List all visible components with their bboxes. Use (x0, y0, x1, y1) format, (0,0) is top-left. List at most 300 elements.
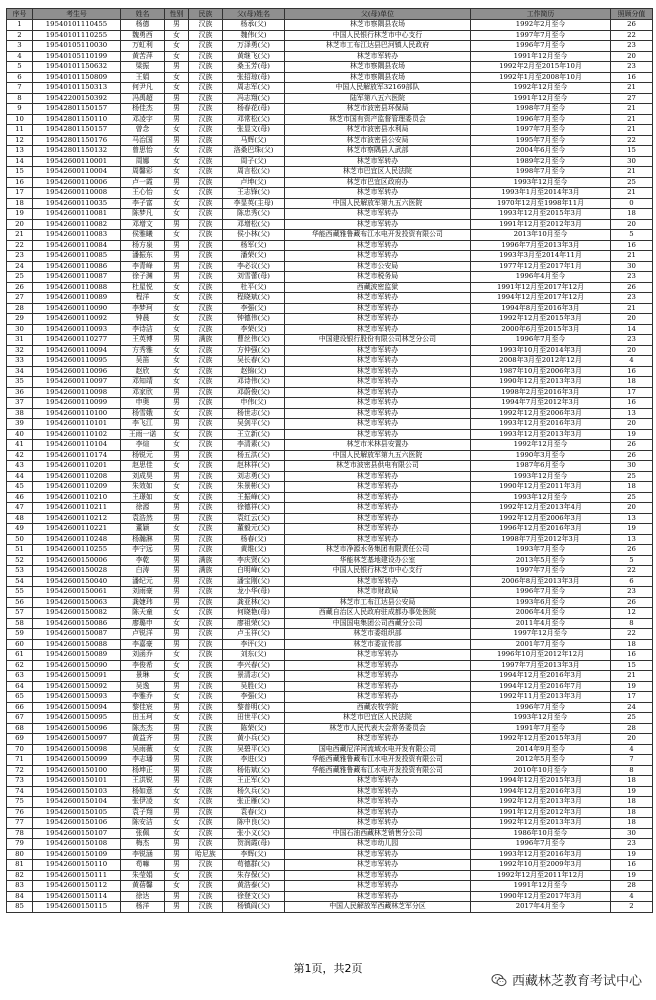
cell-parent-employer: 林芝市人民代表大会常务委员会 (285, 723, 471, 734)
cell-name: 刘函乔 (121, 650, 165, 661)
cell-bonus-score: 20 (611, 419, 653, 430)
cell-parent-name: 黄继飞(父) (223, 51, 285, 62)
cell-exam-id: 19542600110008 (33, 188, 121, 199)
cell-gender: 女 (165, 324, 189, 335)
cell-ethnicity: 汉族 (189, 660, 223, 671)
cell-exam-id: 19542600150104 (33, 797, 121, 808)
cell-index: 64 (7, 681, 33, 692)
cell-ethnicity: 汉族 (189, 828, 223, 839)
cell-ethnicity: 汉族 (189, 345, 223, 356)
cell-work-history: 1996年12月至2016年3月 (471, 524, 611, 535)
cell-gender: 男 (165, 765, 189, 776)
cell-exam-id: 19542600150103 (33, 786, 121, 797)
cell-parent-employer: 林芝市军转办 (285, 324, 471, 335)
cell-work-history: 2008年3月至2012年12月 (471, 356, 611, 367)
cell-name: 申奥 (121, 398, 165, 409)
cell-parent-name: 吴胜(父) (223, 681, 285, 692)
cell-parent-employer: 林芝市军转办 (285, 209, 471, 220)
cell-bonus-score: 26 (611, 450, 653, 461)
cell-work-history: 1991年7月至今 (471, 723, 611, 734)
header-exam-id: 考生号 (33, 9, 121, 20)
cell-parent-name: 赵林祥(父) (223, 461, 285, 472)
cell-index: 20 (7, 219, 33, 230)
cell-exam-id: 19542600110006 (33, 177, 121, 188)
cell-bonus-score: 7 (611, 755, 653, 766)
cell-work-history: 2013年10月至今 (471, 230, 611, 241)
cell-parent-name: 杨军(父) (223, 240, 285, 251)
cell-bonus-score: 16 (611, 366, 653, 377)
cell-exam-id: 19542600110098 (33, 387, 121, 398)
cell-gender: 女 (165, 618, 189, 629)
cell-gender: 男 (165, 534, 189, 545)
cell-work-history: 1993年12月至2016年3月 (471, 419, 611, 430)
cell-bonus-score: 16 (611, 398, 653, 409)
cell-work-history: 1987年6月至今 (471, 461, 611, 472)
cell-name: 邓家欣 (121, 387, 165, 398)
cell-name: 陈杰杰 (121, 723, 165, 734)
cell-index: 7 (7, 83, 33, 94)
cell-index: 67 (7, 713, 33, 724)
cell-gender: 男 (165, 639, 189, 650)
header-gender: 性别 (165, 9, 189, 20)
cell-parent-name: 龚亚林(父) (223, 597, 285, 608)
watermark (491, 970, 642, 989)
cell-work-history: 1992年11月至2013年3月 (471, 692, 611, 703)
cell-parent-name: 卢玉祥(父) (223, 629, 285, 640)
cell-work-history: 1992年12月至2013年3月 (471, 818, 611, 829)
cell-exam-id: 19542600110004 (33, 167, 121, 178)
cell-index: 84 (7, 891, 33, 902)
cell-parent-name: 杨镇阎(父) (223, 902, 285, 913)
cell-parent-employer: 国电西藏尼洋河流域水电开发有限公司 (285, 744, 471, 755)
cell-work-history: 2001年7月至今 (471, 639, 611, 650)
cell-bonus-score: 26 (611, 282, 653, 293)
cell-name: 李青峰 (121, 261, 165, 272)
cell-bonus-score: 15 (611, 146, 653, 157)
cell-parent-name: 杨承(父) (223, 20, 285, 31)
cell-gender: 男 (165, 545, 189, 556)
cell-parent-employer: 林芝市军转办 (285, 219, 471, 230)
cell-parent-employer: 林芝市委组织部 (285, 629, 471, 640)
cell-index: 48 (7, 513, 33, 524)
cell-gender: 男 (165, 62, 189, 73)
cell-exam-id: 19542600150088 (33, 639, 121, 650)
cell-ethnicity: 汉族 (189, 72, 223, 83)
table-row (7, 303, 653, 314)
cell-ethnicity: 汉族 (189, 450, 223, 461)
cell-ethnicity: 汉族 (189, 30, 223, 41)
cell-parent-employer: 林芝市军转办 (285, 293, 471, 304)
cell-gender: 女 (165, 72, 189, 83)
cell-parent-name: 万泽勇(父) (223, 41, 285, 52)
cell-ethnicity: 汉族 (189, 629, 223, 640)
cell-name: 杨坤正 (121, 765, 165, 776)
cell-gender: 男 (165, 555, 189, 566)
cell-parent-employer: 林芝市军转办 (285, 482, 471, 493)
cell-work-history: 1990年12月至2011年3月 (471, 482, 611, 493)
cell-index: 22 (7, 240, 33, 251)
cell-name: 黄蓓馨 (121, 881, 165, 892)
cell-ethnicity: 汉族 (189, 797, 223, 808)
cell-index: 83 (7, 881, 33, 892)
cell-ethnicity: 汉族 (189, 377, 223, 388)
cell-name: 邓凌宇 (121, 114, 165, 125)
cell-parent-employer: 林芝市军转办 (285, 314, 471, 325)
cell-work-history: 1992年12月至今 (471, 83, 611, 94)
cell-name: 杨瀚淋 (121, 534, 165, 545)
cell-bonus-score: 18 (611, 807, 653, 818)
table-row (7, 818, 653, 829)
cell-name: 张伊凌 (121, 797, 165, 808)
cell-bonus-score: 19 (611, 429, 653, 440)
cell-exam-id: 19542600150063 (33, 597, 121, 608)
cell-gender: 女 (165, 345, 189, 356)
cell-bonus-score: 27 (611, 93, 653, 104)
cell-parent-name: 李庆贤(父) (223, 555, 285, 566)
cell-work-history: 1996年10月至2012年12月 (471, 650, 611, 661)
cell-exam-id: 19542600110248 (33, 534, 121, 545)
cell-work-history: 1991年12月至今 (471, 93, 611, 104)
table-row (7, 104, 653, 115)
cell-ethnicity: 汉族 (189, 167, 223, 178)
cell-parent-name: 程晓斌(父) (223, 293, 285, 304)
cell-bonus-score: 20 (611, 503, 653, 514)
cell-bonus-score: 18 (611, 818, 653, 829)
cell-parent-name: 景清志(父) (223, 671, 285, 682)
cell-name: 王洪锐 (121, 776, 165, 787)
cell-parent-name: 周志军(父) (223, 83, 285, 94)
cell-exam-id: 19542600150092 (33, 681, 121, 692)
cell-index: 30 (7, 324, 33, 335)
cell-work-history: 1996年7月至今 (471, 41, 611, 52)
cell-name: 董颖 (121, 524, 165, 535)
cell-work-history: 1994年12月至2015年3月 (471, 776, 611, 787)
cell-parent-name: 龙小华(母) (223, 587, 285, 598)
table-row (7, 482, 653, 493)
cell-exam-id: 19542600150111 (33, 870, 121, 881)
cell-exam-id: 19542600110096 (33, 366, 121, 377)
cell-parent-employer: 林芝市军转办 (285, 345, 471, 356)
cell-ethnicity: 汉族 (189, 83, 223, 94)
cell-exam-id: 19540101150632 (33, 62, 121, 73)
cell-bonus-score: 13 (611, 408, 653, 419)
cell-parent-name: 黄浩泰(父) (223, 881, 285, 892)
cell-work-history: 1990年12月至2013年3月 (471, 377, 611, 388)
cell-bonus-score: 21 (611, 104, 653, 115)
cell-parent-name: 苟德群(父) (223, 860, 285, 871)
cell-index: 80 (7, 849, 33, 860)
cell-gender: 女 (165, 303, 189, 314)
cell-bonus-score: 23 (611, 587, 653, 598)
cell-name: 白涛 (121, 566, 165, 577)
cell-work-history: 1998年7月至今 (471, 104, 611, 115)
table-row (7, 891, 653, 902)
cell-work-history: 1986年10月至今 (471, 828, 611, 839)
cell-exam-id: 19542600110087 (33, 272, 121, 283)
cell-parent-name: 杨久兵(父) (223, 786, 285, 797)
cell-work-history: 1993年12月至2016年3月 (471, 849, 611, 860)
table-row (7, 671, 653, 682)
cell-index: 14 (7, 156, 33, 167)
cell-parent-name: 黄小兵(父) (223, 734, 285, 745)
table-row (7, 230, 653, 241)
cell-exam-id: 19542600150089 (33, 650, 121, 661)
cell-bonus-score: 22 (611, 135, 653, 146)
cell-bonus-score: 28 (611, 723, 653, 734)
cell-ethnicity: 汉族 (189, 492, 223, 503)
cell-exam-id: 19542600110092 (33, 314, 121, 325)
cell-parent-name: 邓常松(父) (223, 114, 285, 125)
cell-parent-employer: 中国建设银行股份有限公司林芝分公司 (285, 335, 471, 346)
table-row (7, 650, 653, 661)
table-row (7, 744, 653, 755)
cell-bonus-score: 26 (611, 597, 653, 608)
cell-gender: 男 (165, 503, 189, 514)
cell-work-history: 1994年8月至2016年3月 (471, 303, 611, 314)
cell-parent-name: 黎普明(父) (223, 702, 285, 713)
cell-bonus-score: 30 (611, 156, 653, 167)
cell-name: 李诗洁 (121, 324, 165, 335)
cell-exam-id: 19542600150107 (33, 828, 121, 839)
cell-name: 景琳 (121, 671, 165, 682)
cell-index: 3 (7, 41, 33, 52)
cell-exam-id: 19542600110035 (33, 198, 121, 209)
cell-index: 32 (7, 345, 33, 356)
cell-parent-name: 杨春(父) (223, 534, 285, 545)
cell-parent-employer: 林芝市军转办 (285, 419, 471, 430)
cell-parent-name: 李强(父) (223, 303, 285, 314)
cell-ethnicity: 汉族 (189, 776, 223, 787)
cell-bonus-score: 23 (611, 41, 653, 52)
table-row (7, 849, 653, 860)
cell-parent-employer: 林芝市军转办 (285, 681, 471, 692)
cell-name: 李锐涵 (121, 849, 165, 860)
table-row (7, 188, 653, 199)
cell-parent-employer: 林芝市财政局 (285, 587, 471, 598)
cell-exam-id: 19542600150028 (33, 566, 121, 577)
cell-exam-id: 19542600110084 (33, 240, 121, 251)
cell-bonus-score: 26 (611, 545, 653, 556)
cell-gender: 女 (165, 786, 189, 797)
cell-parent-employer: 中国人民解放军32169部队 (285, 83, 471, 94)
cell-parent-employer: 林芝市军转办 (285, 786, 471, 797)
cell-ethnicity: 汉族 (189, 387, 223, 398)
cell-ethnicity: 汉族 (189, 576, 223, 587)
cell-exam-id: 19542600150082 (33, 608, 121, 619)
cell-gender: 女 (165, 356, 189, 367)
cell-name: 王璟如 (121, 492, 165, 503)
cell-index: 82 (7, 870, 33, 881)
cell-parent-name: 陈中良(父) (223, 818, 285, 829)
cell-index: 85 (7, 902, 33, 913)
cell-name: 梅杰 (121, 839, 165, 850)
table-row (7, 902, 653, 913)
table-row (7, 807, 653, 818)
cell-bonus-score: 18 (611, 377, 653, 388)
cell-work-history: 1993年10月至2014年3月 (471, 345, 611, 356)
cell-ethnicity: 汉族 (189, 713, 223, 724)
table-row (7, 587, 653, 598)
cell-parent-employer: 林芝市委宣传部 (285, 639, 471, 650)
cell-exam-id: 19542600110174 (33, 450, 121, 461)
cell-parent-name: 李进(父) (223, 755, 285, 766)
cell-gender: 女 (165, 482, 189, 493)
cell-bonus-score: 18 (611, 639, 653, 650)
cell-bonus-score: 21 (611, 125, 653, 136)
cell-gender: 男 (165, 114, 189, 125)
cell-gender: 女 (165, 209, 189, 220)
cell-exam-id: 19542600110086 (33, 261, 121, 272)
cell-exam-id: 19540101150313 (33, 83, 121, 94)
cell-index: 53 (7, 566, 33, 577)
cell-gender: 男 (165, 219, 189, 230)
cell-ethnicity: 汉族 (189, 870, 223, 881)
table-row (7, 198, 653, 209)
table-row (7, 408, 653, 419)
cell-gender: 女 (165, 167, 189, 178)
cell-ethnicity: 汉族 (189, 398, 223, 409)
cell-ethnicity: 汉族 (189, 261, 223, 272)
cell-index: 68 (7, 723, 33, 734)
cell-name: 曾念 (121, 125, 165, 136)
cell-work-history: 1993年12月至2015年3月 (471, 209, 611, 220)
cell-work-history: 1992年12月至2015年3月 (471, 314, 611, 325)
cell-ethnicity: 汉族 (189, 41, 223, 52)
cell-parent-name: 王正军(父) (223, 776, 285, 787)
cell-work-history: 1993年12月至今 (471, 471, 611, 482)
cell-bonus-score: 23 (611, 335, 653, 346)
cell-parent-name: 王振峰(父) (223, 492, 285, 503)
cell-work-history: 1992年12月至2013年3月 (471, 797, 611, 808)
cell-name: 杨方泉 (121, 240, 165, 251)
cell-work-history: 1992年12月至2011年12月 (471, 870, 611, 881)
cell-parent-employer: 林芝市工布江达县公安局 (285, 597, 471, 608)
cell-index: 45 (7, 482, 33, 493)
table-row (7, 555, 653, 566)
cell-ethnicity: 汉族 (189, 597, 223, 608)
cell-bonus-score: 14 (611, 324, 653, 335)
cell-exam-id: 19542600150112 (33, 881, 121, 892)
cell-index: 6 (7, 72, 33, 83)
cell-name: 朱效如 (121, 482, 165, 493)
cell-index: 13 (7, 146, 33, 157)
cell-bonus-score: 8 (611, 765, 653, 776)
cell-gender: 女 (165, 744, 189, 755)
cell-index: 63 (7, 671, 33, 682)
cell-ethnicity: 汉族 (189, 429, 223, 440)
cell-parent-name: 李强(父) (223, 692, 285, 703)
cell-parent-name: 杜平(父) (223, 282, 285, 293)
cell-ethnicity: 汉族 (189, 114, 223, 125)
cell-work-history: 1992年10月至2009年3月 (471, 860, 611, 871)
cell-work-history: 1987年10月至2006年3月 (471, 366, 611, 377)
cell-index: 58 (7, 618, 33, 629)
cell-name: 苟嘛 (121, 860, 165, 871)
cell-work-history: 2004年6月至今 (471, 146, 611, 157)
table-row (7, 125, 653, 136)
cell-gender: 男 (165, 839, 189, 850)
cell-ethnicity: 汉族 (189, 608, 223, 619)
cell-exam-id: 19542600110088 (33, 282, 121, 293)
cell-ethnicity: 汉族 (189, 461, 223, 472)
cell-work-history: 1997年12月至今 (471, 629, 611, 640)
table-row (7, 492, 653, 503)
cell-gender: 女 (165, 870, 189, 881)
cell-parent-name: 张小义(父) (223, 828, 285, 839)
cell-exam-id: 19542600110095 (33, 356, 121, 367)
table-row (7, 566, 653, 577)
cell-bonus-score: 25 (611, 177, 653, 188)
cell-parent-employer: 林芝市军转办 (285, 251, 471, 262)
cell-gender: 女 (165, 461, 189, 472)
table-row (7, 356, 653, 367)
cell-parent-employer: 林芝市军转办 (285, 524, 471, 535)
cell-parent-employer: 林芝市军转办 (285, 576, 471, 587)
table-row (7, 398, 653, 409)
cell-bonus-score: 23 (611, 839, 653, 850)
cell-work-history: 1995年7月至今 (471, 135, 611, 146)
cell-name: 梁振 (121, 62, 165, 73)
table-row (7, 776, 653, 787)
cell-gender: 男 (165, 93, 189, 104)
cell-gender: 男 (165, 177, 189, 188)
cell-ethnicity: 汉族 (189, 293, 223, 304)
cell-ethnicity: 汉族 (189, 881, 223, 892)
cell-work-history: 1993年3月至2014年11月 (471, 251, 611, 262)
cell-bonus-score: 28 (611, 881, 653, 892)
cell-ethnicity: 汉族 (189, 177, 223, 188)
cell-exam-id: 19542200150392 (33, 93, 121, 104)
cell-parent-name: 李辉(父) (223, 849, 285, 860)
cell-work-history: 1994年12月至2016年3月 (471, 786, 611, 797)
cell-work-history: 1993年12月至今 (471, 177, 611, 188)
cell-parent-name: 王志锋(父) (223, 188, 285, 199)
cell-parent-employer: 林芝市巴宜区政府办 (285, 177, 471, 188)
cell-work-history: 1997年7月至2013年3月 (471, 660, 611, 671)
cell-parent-employer: 中国人民银行林芝市中心支行 (285, 566, 471, 577)
cell-index: 18 (7, 198, 33, 209)
cell-gender: 男 (165, 20, 189, 31)
cell-bonus-score: 19 (611, 681, 653, 692)
cell-gender: 女 (165, 30, 189, 41)
cell-bonus-score: 8 (611, 618, 653, 629)
cell-exam-id: 19542600110094 (33, 345, 121, 356)
cell-gender: 女 (165, 713, 189, 724)
cell-ethnicity: 满族 (189, 566, 223, 577)
cell-bonus-score: 23 (611, 293, 653, 304)
cell-parent-employer: 中国人民解放军第九五六医院 (285, 450, 471, 461)
cell-parent-employer: 林芝市军转办 (285, 240, 471, 251)
cell-index: 73 (7, 776, 33, 787)
cell-parent-employer: 西藏自治区人民政府驻成都办事处医院 (285, 608, 471, 619)
table-row (7, 30, 653, 41)
cell-bonus-score: 18 (611, 209, 653, 220)
cell-index: 37 (7, 398, 33, 409)
cell-parent-employer: 林芝市军转办 (285, 408, 471, 419)
cell-index: 21 (7, 230, 33, 241)
cell-work-history: 1991年12月至2017年12月 (471, 282, 611, 293)
cell-work-history: 1991年12月至2012年3月 (471, 219, 611, 230)
cell-work-history: 1997年7月至今 (471, 30, 611, 41)
cell-bonus-score: 30 (611, 261, 653, 272)
cell-gender: 男 (165, 702, 189, 713)
table-row (7, 503, 653, 514)
cell-work-history: 1992年2月至2015年10月 (471, 62, 611, 73)
cell-parent-name: 袁红云(父) (223, 513, 285, 524)
cell-exam-id: 19542600110277 (33, 335, 121, 346)
header-name: 姓名 (121, 9, 165, 20)
table-row (7, 146, 653, 157)
